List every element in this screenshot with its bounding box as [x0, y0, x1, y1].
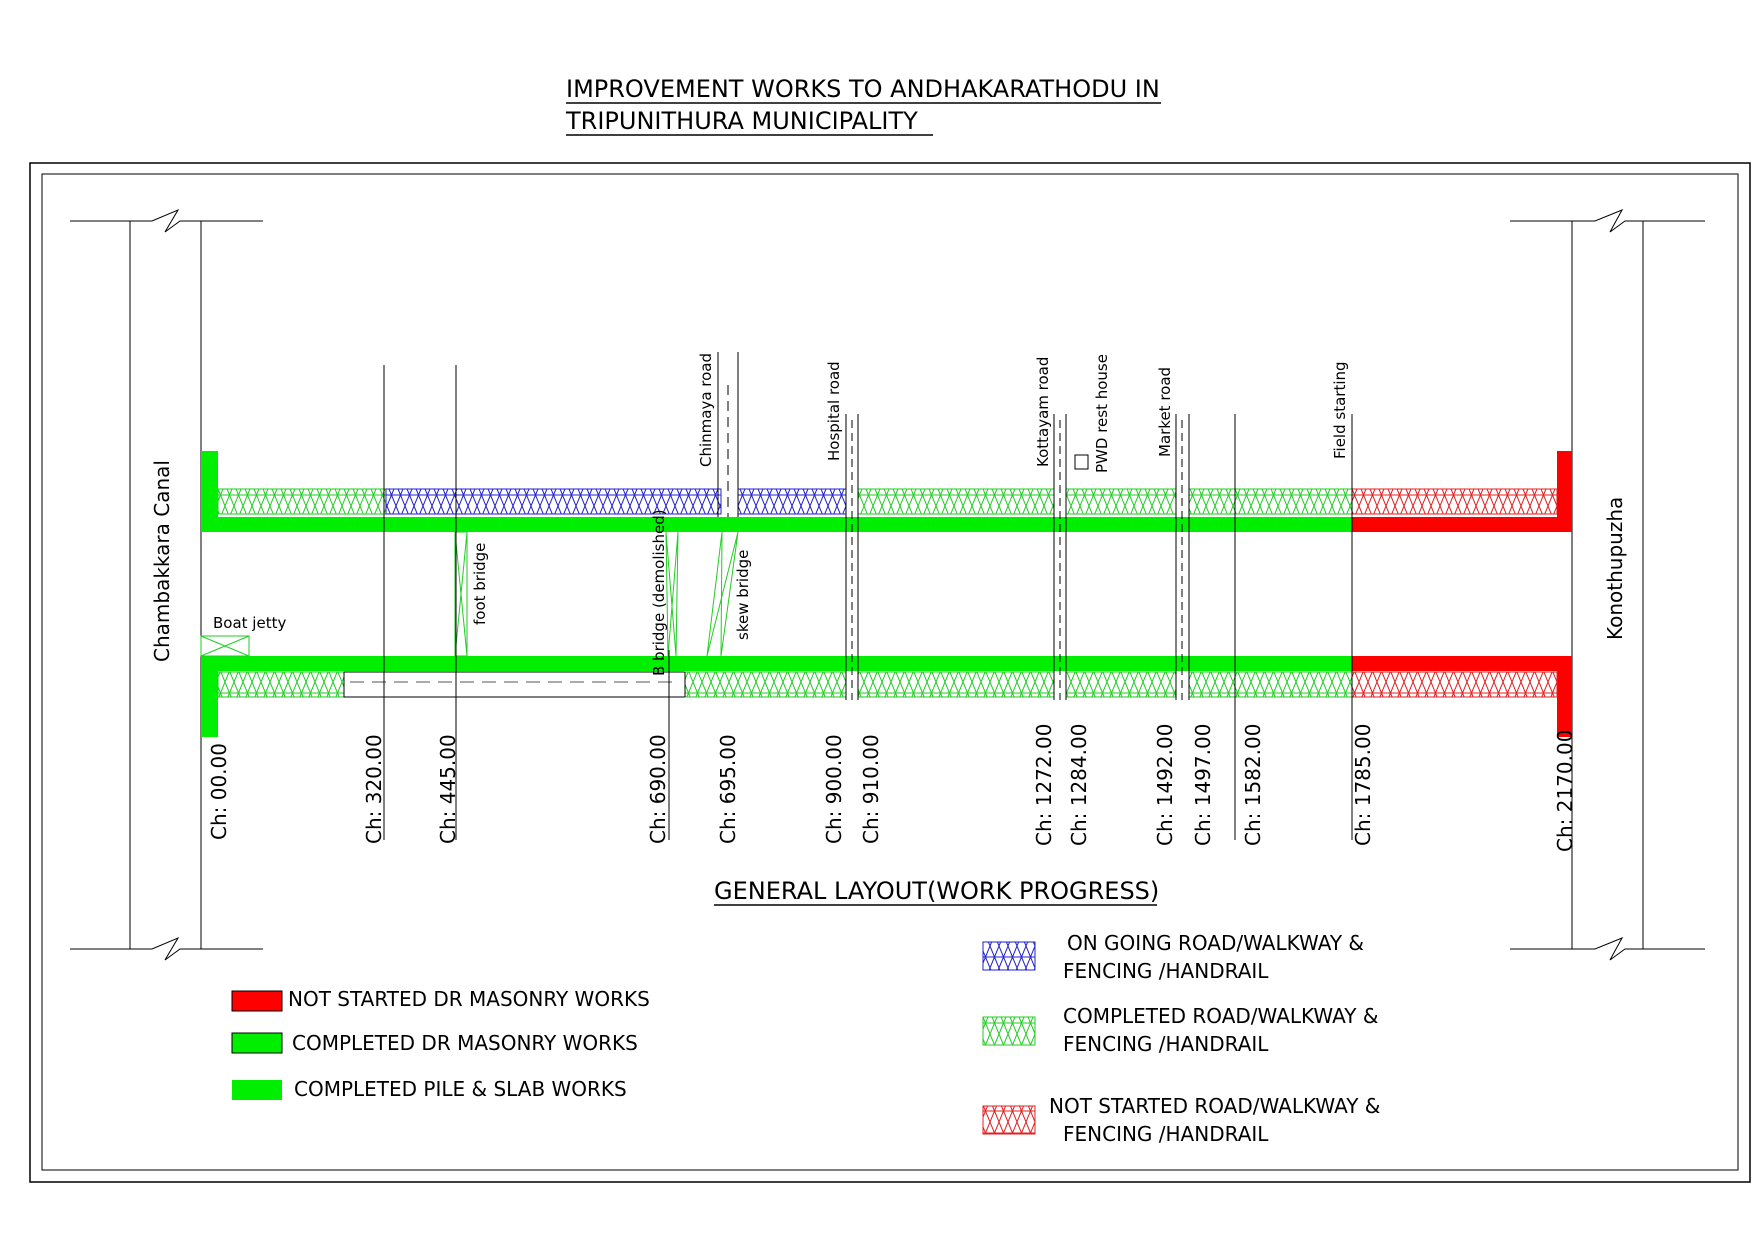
chainage-label: Ch: 690.00 — [646, 734, 670, 844]
hospital-road-label: Hospital road — [825, 361, 843, 461]
right-end-label: Konothupuzha — [1603, 496, 1627, 640]
legend-completed-pile: COMPLETED PILE & SLAB WORKS — [294, 1077, 627, 1101]
title-line-2: TRIPUNITHURA MUNICIPALITY — [566, 107, 918, 135]
boat-jetty-label: Boat jetty — [213, 614, 287, 632]
upper-walkway-completed-4 — [1189, 489, 1352, 514]
legend-swatch-not-started-masonry — [232, 991, 282, 1011]
foot-bridge — [455, 532, 467, 656]
lower-wall-right-return — [1557, 656, 1572, 737]
lower-wall-completed — [201, 656, 1352, 671]
title-line-1: IMPROVEMENT WORKS TO ANDHAKARATHODU IN — [566, 75, 1160, 103]
legend-completed-road-line2: FENCING /HANDRAIL — [1063, 1032, 1269, 1056]
chainage-label: Ch: 900.00 — [822, 734, 846, 844]
pwd-rest-house-icon — [1075, 455, 1088, 469]
field-starting-label: Field starting — [1331, 361, 1349, 459]
lower-walkway-completed-2 — [685, 672, 846, 697]
legend-swatch-completed-masonry — [232, 1033, 282, 1053]
chinmaya-road-label: Chinmaya road — [697, 352, 715, 467]
chainage-label: Ch: 1582.00 — [1241, 723, 1265, 846]
upper-wall-right-return — [1557, 451, 1572, 532]
chainage-label: Ch: 1284.00 — [1067, 723, 1091, 846]
chainage-label: Ch: 1497.00 — [1191, 723, 1215, 846]
foot-bridge-label: foot bridge — [471, 542, 489, 625]
lower-wall-not-started — [1352, 656, 1571, 671]
chainage-label: Ch: 1272.00 — [1032, 723, 1056, 846]
skew-bridge-label: skew bridge — [734, 549, 752, 640]
upper-walkway-completed-2 — [858, 489, 1054, 514]
lower-wall-left-return — [201, 656, 218, 737]
pwd-rest-house-label: PWD rest house — [1093, 354, 1111, 473]
legend-completed-masonry: COMPLETED DR MASONRY WORKS — [292, 1031, 638, 1055]
lower-walkway-completed-5 — [1189, 672, 1352, 697]
upper-wall-not-started — [1352, 517, 1571, 532]
legend-not-started-road-line1: NOT STARTED ROAD/WALKWAY & — [1049, 1094, 1381, 1118]
legend-not-started-masonry: NOT STARTED DR MASONRY WORKS — [288, 987, 650, 1011]
upper-walkway-not-started — [1352, 489, 1557, 514]
demolished-bridge-label: B bridge (demolished) — [650, 509, 668, 676]
upper-walkway-completed-1 — [218, 489, 386, 514]
legend-swatch-completed-pile — [232, 1080, 282, 1100]
upper-walkway-ongoing-1 — [386, 489, 721, 514]
chainage-label: Ch: 910.00 — [859, 734, 883, 844]
chainage-label: Ch: 695.00 — [716, 734, 740, 844]
boat-jetty — [201, 636, 249, 656]
market-road-label: Market road — [1156, 366, 1174, 457]
lower-walkway-pending — [344, 672, 685, 697]
upper-wall-completed — [201, 517, 1352, 532]
legend-ongoing-road-line2: FENCING /HANDRAIL — [1063, 959, 1269, 983]
legend-completed-road-line1: COMPLETED ROAD/WALKWAY & — [1063, 1004, 1379, 1028]
legend-swatch-ongoing-road — [983, 942, 1035, 970]
legend-right — [983, 931, 1380, 1146]
chainage-label: Ch: 1785.00 — [1351, 723, 1375, 846]
legend-not-started-road-line2: FENCING /HANDRAIL — [1063, 1122, 1269, 1146]
chainage-label: Ch: 00.00 — [207, 743, 231, 840]
chainage-labels — [207, 724, 1577, 852]
chainage-label: Ch: 320.00 — [362, 734, 386, 844]
upper-walkway-ongoing-2 — [738, 489, 846, 514]
legend-swatch-not-started-road — [983, 1106, 1035, 1134]
lower-walkway-completed-1 — [218, 672, 344, 697]
chainage-label: Ch: 1492.00 — [1153, 723, 1177, 846]
left-end-label: Chambakkara Canal — [150, 460, 174, 662]
layout-subtitle: GENERAL LAYOUT(WORK PROGRESS) — [714, 877, 1160, 905]
chainage-label: Ch: 445.00 — [436, 734, 460, 844]
lower-walkway-completed-3 — [858, 672, 1054, 697]
lower-walkway-not-started — [1352, 672, 1557, 697]
chainage-label: Ch: 2170.00 — [1553, 729, 1577, 852]
legend-swatch-completed-road — [983, 1017, 1035, 1045]
legend-left — [232, 987, 650, 1101]
lower-walkway-completed-4 — [1066, 672, 1176, 697]
kottayam-road-label: Kottayam road — [1034, 356, 1052, 467]
legend-ongoing-road-line1: ON GOING ROAD/WALKWAY & — [1067, 931, 1365, 955]
upper-walkway-completed-3 — [1066, 489, 1176, 514]
